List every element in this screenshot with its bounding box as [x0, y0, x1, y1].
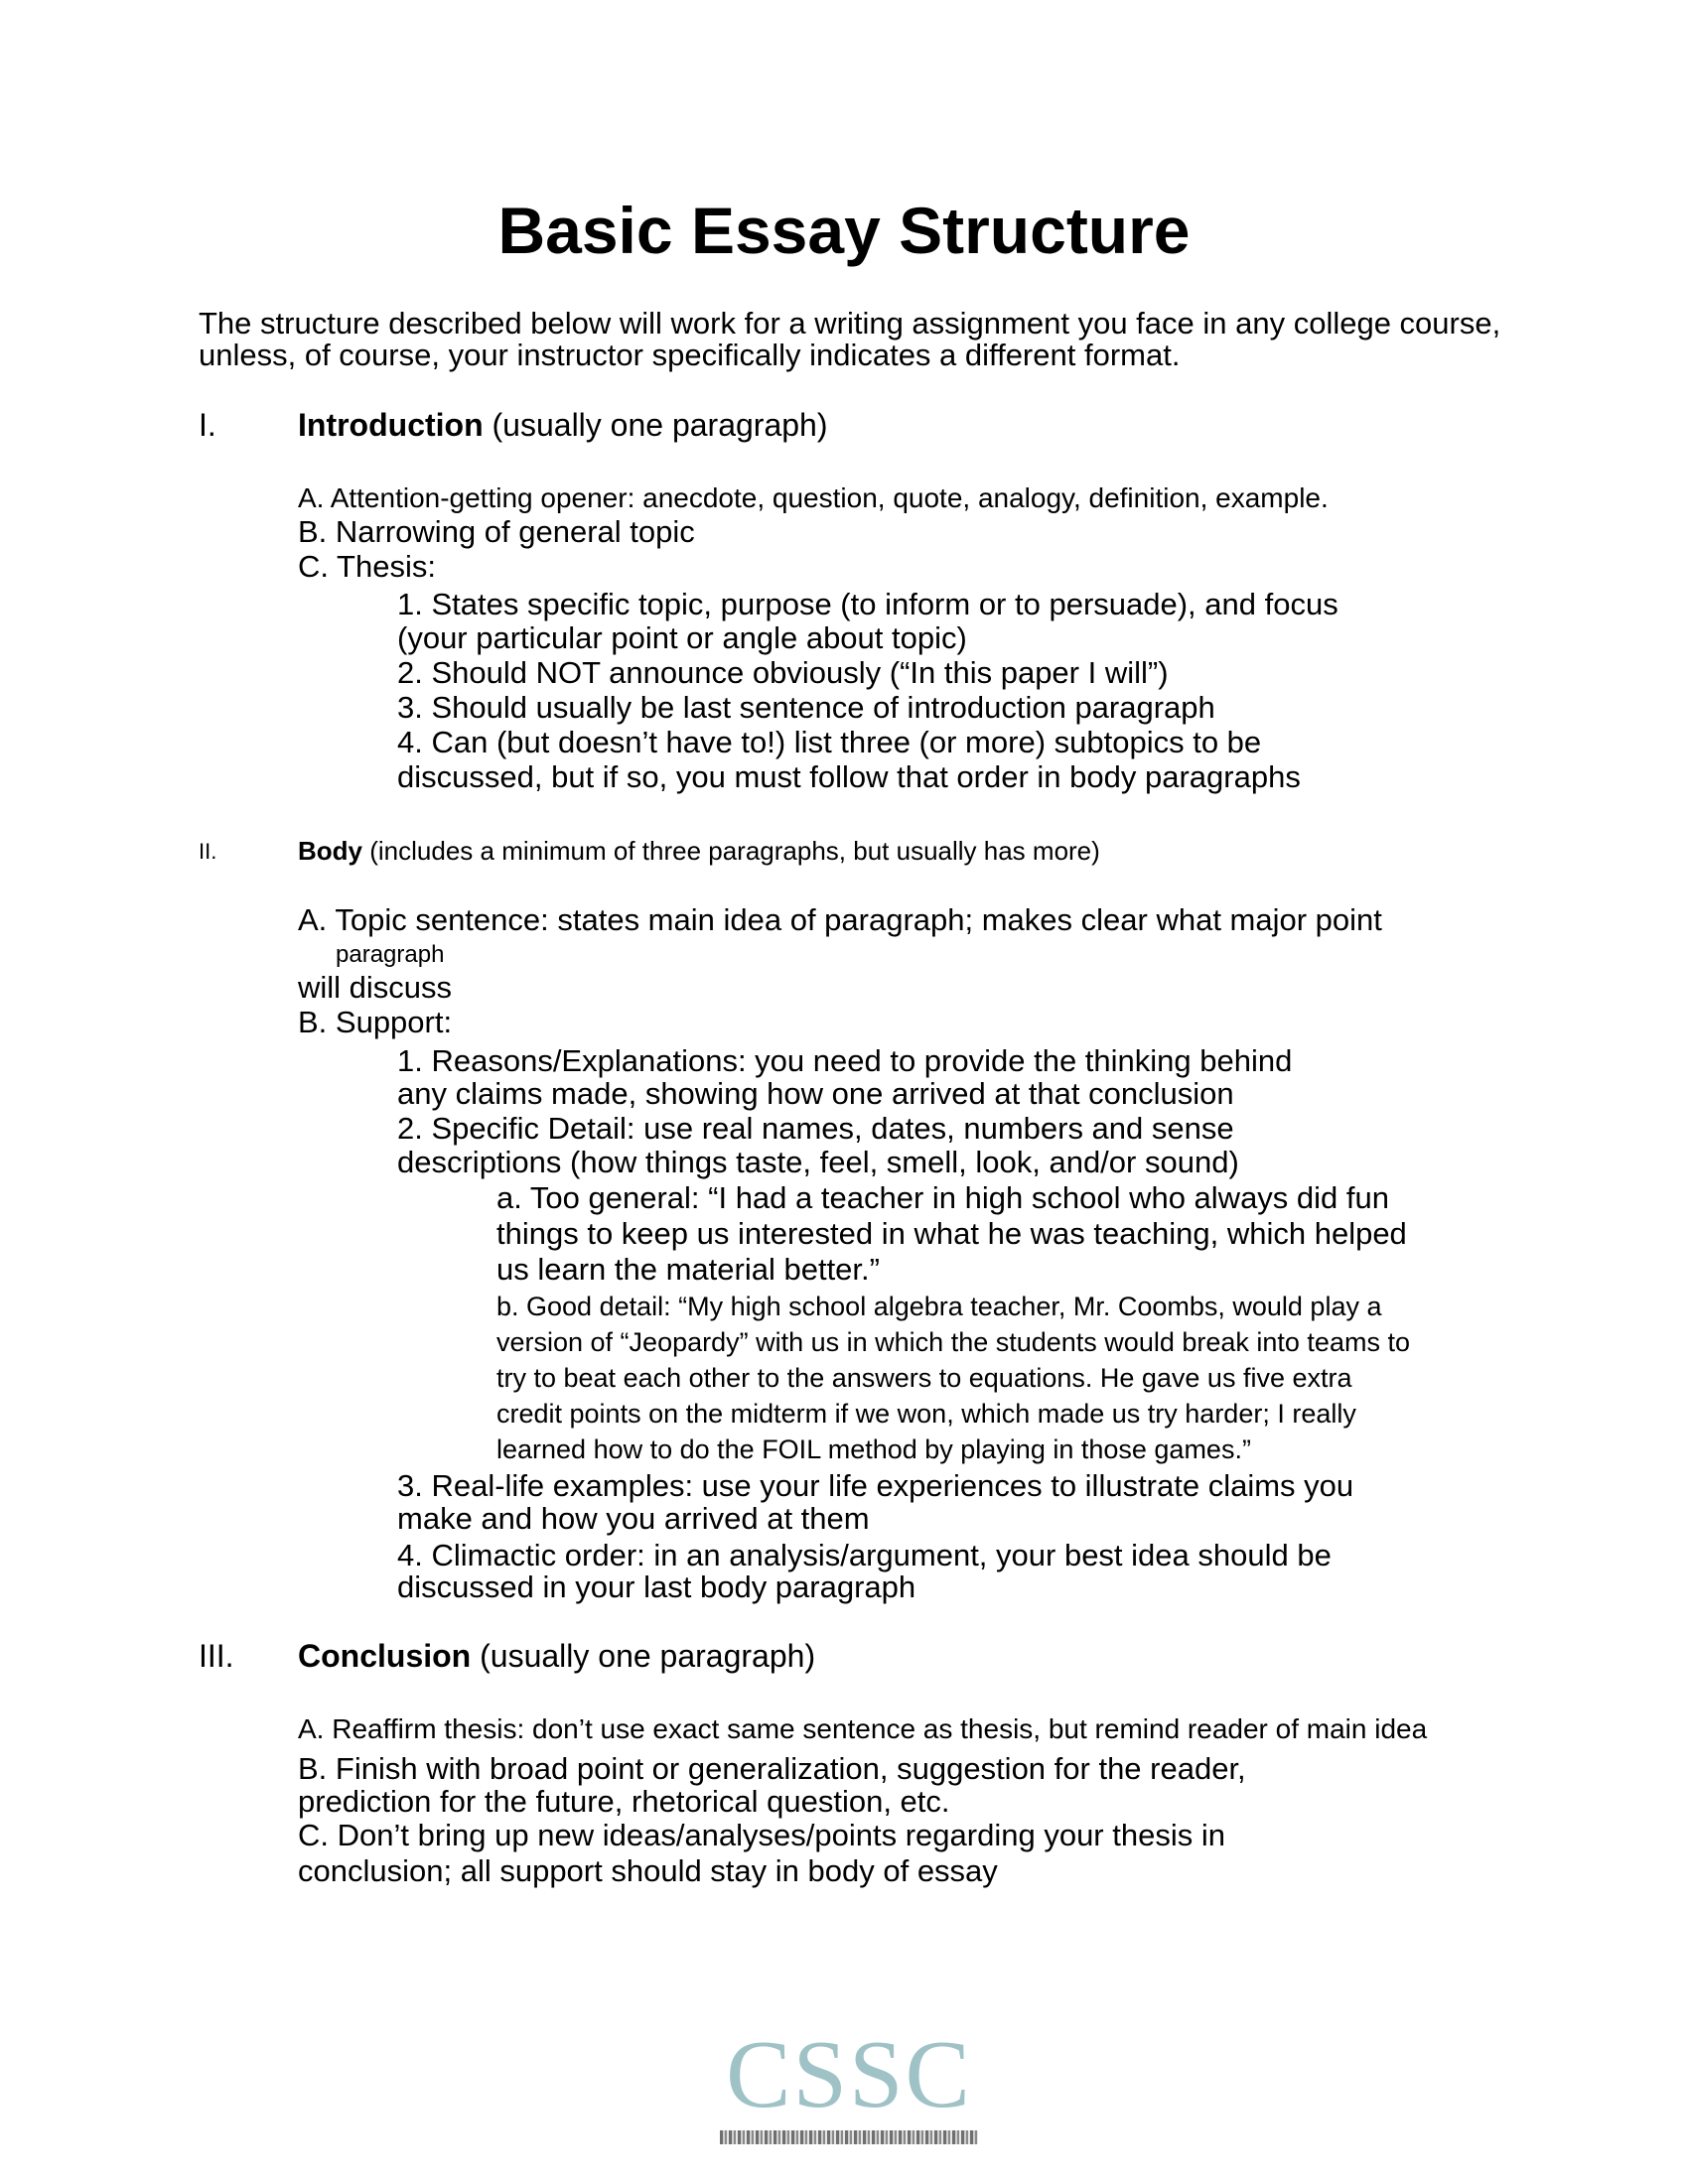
thesis-point-4-line1: 4. Can (but doesn’t have to!) list three (or more) subtopics to be [397, 725, 1262, 759]
conclusion-item-c-line2: conclusion; all support should stay in body of essay [298, 1853, 998, 1888]
example-good-detail-line4: credit points on the midterm if we won, which made us try harder; I really [496, 1399, 1356, 1429]
support-point-1-line2: any claims made, showing how one arrived at that conclusion [397, 1076, 1234, 1111]
conclusion-item-b-line1: B. Finish with broad point or generalization, suggestion for the reader, [298, 1751, 1246, 1786]
cssc-logo-text: CSSC [726, 2021, 972, 2128]
support-point-2-line1: 2. Specific Detail: use real names, dates, numbers and sense [397, 1111, 1234, 1146]
conclusion-note: (usually one paragraph) [480, 1638, 816, 1674]
thesis-point-1-line1: 1. States specific topic, purpose (to inform or to persuade), and focus [397, 587, 1338, 621]
support-point-3-line2: make and how you arrived at them [397, 1501, 870, 1536]
example-too-general-line1: a. Too general: “I had a teacher in high school who always did fun [496, 1180, 1389, 1215]
page-title: Basic Essay Structure [497, 194, 1191, 267]
support-point-3-line1: 3. Real-life examples: use your life experiences to illustrate claims you [397, 1468, 1354, 1503]
support-point-2-line2: descriptions (how things taste, feel, smell, look, and/or sound) [397, 1145, 1239, 1179]
example-too-general-line3: us learn the material better.” [496, 1252, 880, 1287]
conclusion-item-c-line1: C. Don’t bring up new ideas/analyses/points regarding your thesis in [298, 1818, 1225, 1852]
introduction-heading: Introduction [298, 407, 484, 443]
intro-item-a: A. Attention-getting opener: anecdote, question, quote, analogy, definition, example. [298, 482, 1329, 513]
conclusion-heading: Conclusion [298, 1638, 472, 1674]
thesis-point-2: 2. Should NOT announce obviously (“In this paper I will”) [397, 655, 1169, 690]
body-item-a-line2: paragraph [336, 941, 445, 968]
section-heading-conclusion [298, 1638, 815, 1675]
body-item-a-line3: will discuss [298, 970, 453, 1005]
thesis-point-4-line2: discussed, but if so, you must follow that order in body paragraphs [397, 759, 1301, 794]
intro-item-b: B. Narrowing of general topic [298, 514, 695, 549]
example-good-detail-line1: b. Good detail: “My high school algebra teacher, Mr. Coombs, would play a [496, 1292, 1382, 1321]
conclusion-item-a: A. Reaffirm thesis: don’t use exact same sentence as thesis, but remind reader of main idea [298, 1713, 1428, 1744]
intro-item-c: C. Thesis: [298, 549, 436, 584]
section-number-introduction: I. [199, 407, 216, 443]
conclusion-item-b-line2: prediction for the future, rhetorical question, etc. [298, 1784, 950, 1819]
example-good-detail-line2: version of “Jeopardy” with us in which the students would break into teams to [496, 1327, 1410, 1357]
section-number-conclusion: III. [199, 1638, 234, 1674]
body-item-b: B. Support: [298, 1005, 453, 1039]
support-point-1-line1: 1. Reasons/Explanations: you need to provide the thinking behind [397, 1043, 1293, 1078]
section-number-body: II. [199, 839, 217, 864]
thesis-point-3: 3. Should usually be last sentence of introduction paragraph [397, 690, 1215, 725]
thesis-point-1-line2: (your particular point or angle about topic) [397, 620, 967, 655]
intro-paragraph: The structure described below will work for a writing assignment you face in any college course, unless, of course, your instructor specifically indicates a different format. [199, 306, 1501, 372]
support-point-4-line1: 4. Climactic order: in an analysis/argument, your best idea should be [397, 1538, 1332, 1572]
support-point-4-line2: discussed in your last body paragraph [397, 1570, 916, 1604]
body-heading: Body [298, 836, 362, 866]
example-too-general-line2: things to keep us interested in what he was teaching, which helped [496, 1216, 1407, 1251]
section-heading-introduction [298, 407, 828, 444]
cssc-logo-subtitle-bar [720, 2130, 978, 2144]
example-good-detail-line5: learned how to do the FOIL method by playing in those games.” [496, 1434, 1251, 1464]
section-heading-body [298, 836, 1100, 867]
body-item-a-line1: A. Topic sentence: states main idea of paragraph; makes clear what major point [298, 902, 1382, 937]
cssc-logo [720, 2021, 978, 2144]
introduction-note: (usually one paragraph) [492, 407, 828, 443]
example-good-detail-line3: try to beat each other to the answers to equations. He gave us five extra [496, 1363, 1352, 1393]
body-note: (includes a minimum of three paragraphs, but usually has more) [369, 836, 1100, 866]
